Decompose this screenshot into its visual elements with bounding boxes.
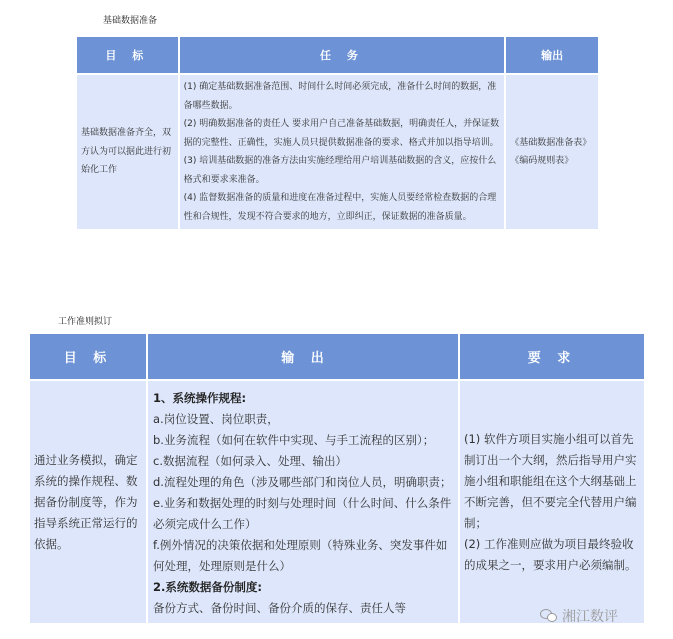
output-item: e.业务和数据处理的时刻与处理时间（什么时间、什么条件必须完成什么工作）: [153, 496, 452, 531]
task-item: (1) 确定基础数据准备范围、时间什么时间必须完成，准备什么时间的数据，准备哪些数据。: [183, 82, 497, 111]
output-item: f.例外情况的决策依据和处理原则（特殊业务、突发事件如何处理，处理原则是什么）: [153, 538, 448, 573]
goal-cell: 通过业务模拟，确定系统的操作规程、数据备份制度等，作为指导系统正常运行的依据。: [30, 381, 146, 623]
output-cell: 《基础数据准备表》《编码规则表》: [506, 75, 598, 229]
output-item: 备份方式、备份时间、备份介质的保存、责任人等: [153, 601, 406, 615]
header-output: 输 出: [148, 334, 458, 379]
requirement-item: (2) 工作准则应做为项目最终验收的成果之一，要求用户必须编制。: [464, 536, 637, 572]
header-task: 任 务: [180, 37, 505, 73]
requirements-cell: [460, 381, 644, 623]
output-item: b.业务流程（如何在软件中实现、与手工流程的区别）；: [153, 433, 435, 447]
output-item: a.岗位设置、岗位职责，: [153, 412, 279, 426]
outputs-cell: [148, 381, 458, 623]
header-output: 输出: [506, 37, 598, 73]
output-heading: 1、系统操作规程:: [153, 391, 247, 405]
watermark: [540, 606, 618, 626]
task-item: (2) 明确数据准备的责任人 要求用户自己准备基础数据，明确责任人，并保证数据的完整性、正确性，实施人员只提供数据准备的要求、格式并加以指导培训。: [183, 119, 500, 148]
section-title-work-rules: 工作准则拟订: [58, 317, 113, 327]
tasks-cell: [180, 75, 505, 229]
task-item: (4) 监督数据准备的质量和进度在准备过程中，实施人员要经常检查数据的合理性和合规性，发现不符合要求的地方，立即纠正，保证数据的准备质量。: [183, 193, 497, 222]
header-requirement: 要 求: [460, 334, 644, 379]
goal-cell: 基础数据准备齐全，双方认为可以据此进行初始化工作: [77, 75, 178, 229]
watermark-text: 湘江数评: [562, 609, 618, 625]
header-goal: 目 标: [77, 37, 178, 73]
work-rules-table: [28, 332, 646, 625]
requirement-item: (1) 软件方项目实施小组可以首先制订出一个大纲，然后指导用户实施小组和职能组在这个大纲基础上不断完善，但不要完全代替用户编制；: [464, 431, 637, 530]
task-item: (3) 培训基础数据的准备方法由实施经理给用户培训基础数据的含义，应按什么格式和要求来准备。: [183, 156, 497, 185]
data-prep-table: [75, 35, 600, 231]
output-heading: 2.系统数据备份制度:: [153, 580, 262, 594]
wechat-icon: [540, 608, 558, 624]
output-item: c.数据流程（如何录入、处理、输出）: [153, 454, 347, 468]
section-title-data-prep: 基础数据准备: [103, 16, 158, 26]
output-item: d.流程处理的角色（涉及哪些部门和岗位人员，明确职责；: [153, 475, 452, 489]
header-goal: 目 标: [30, 334, 146, 379]
